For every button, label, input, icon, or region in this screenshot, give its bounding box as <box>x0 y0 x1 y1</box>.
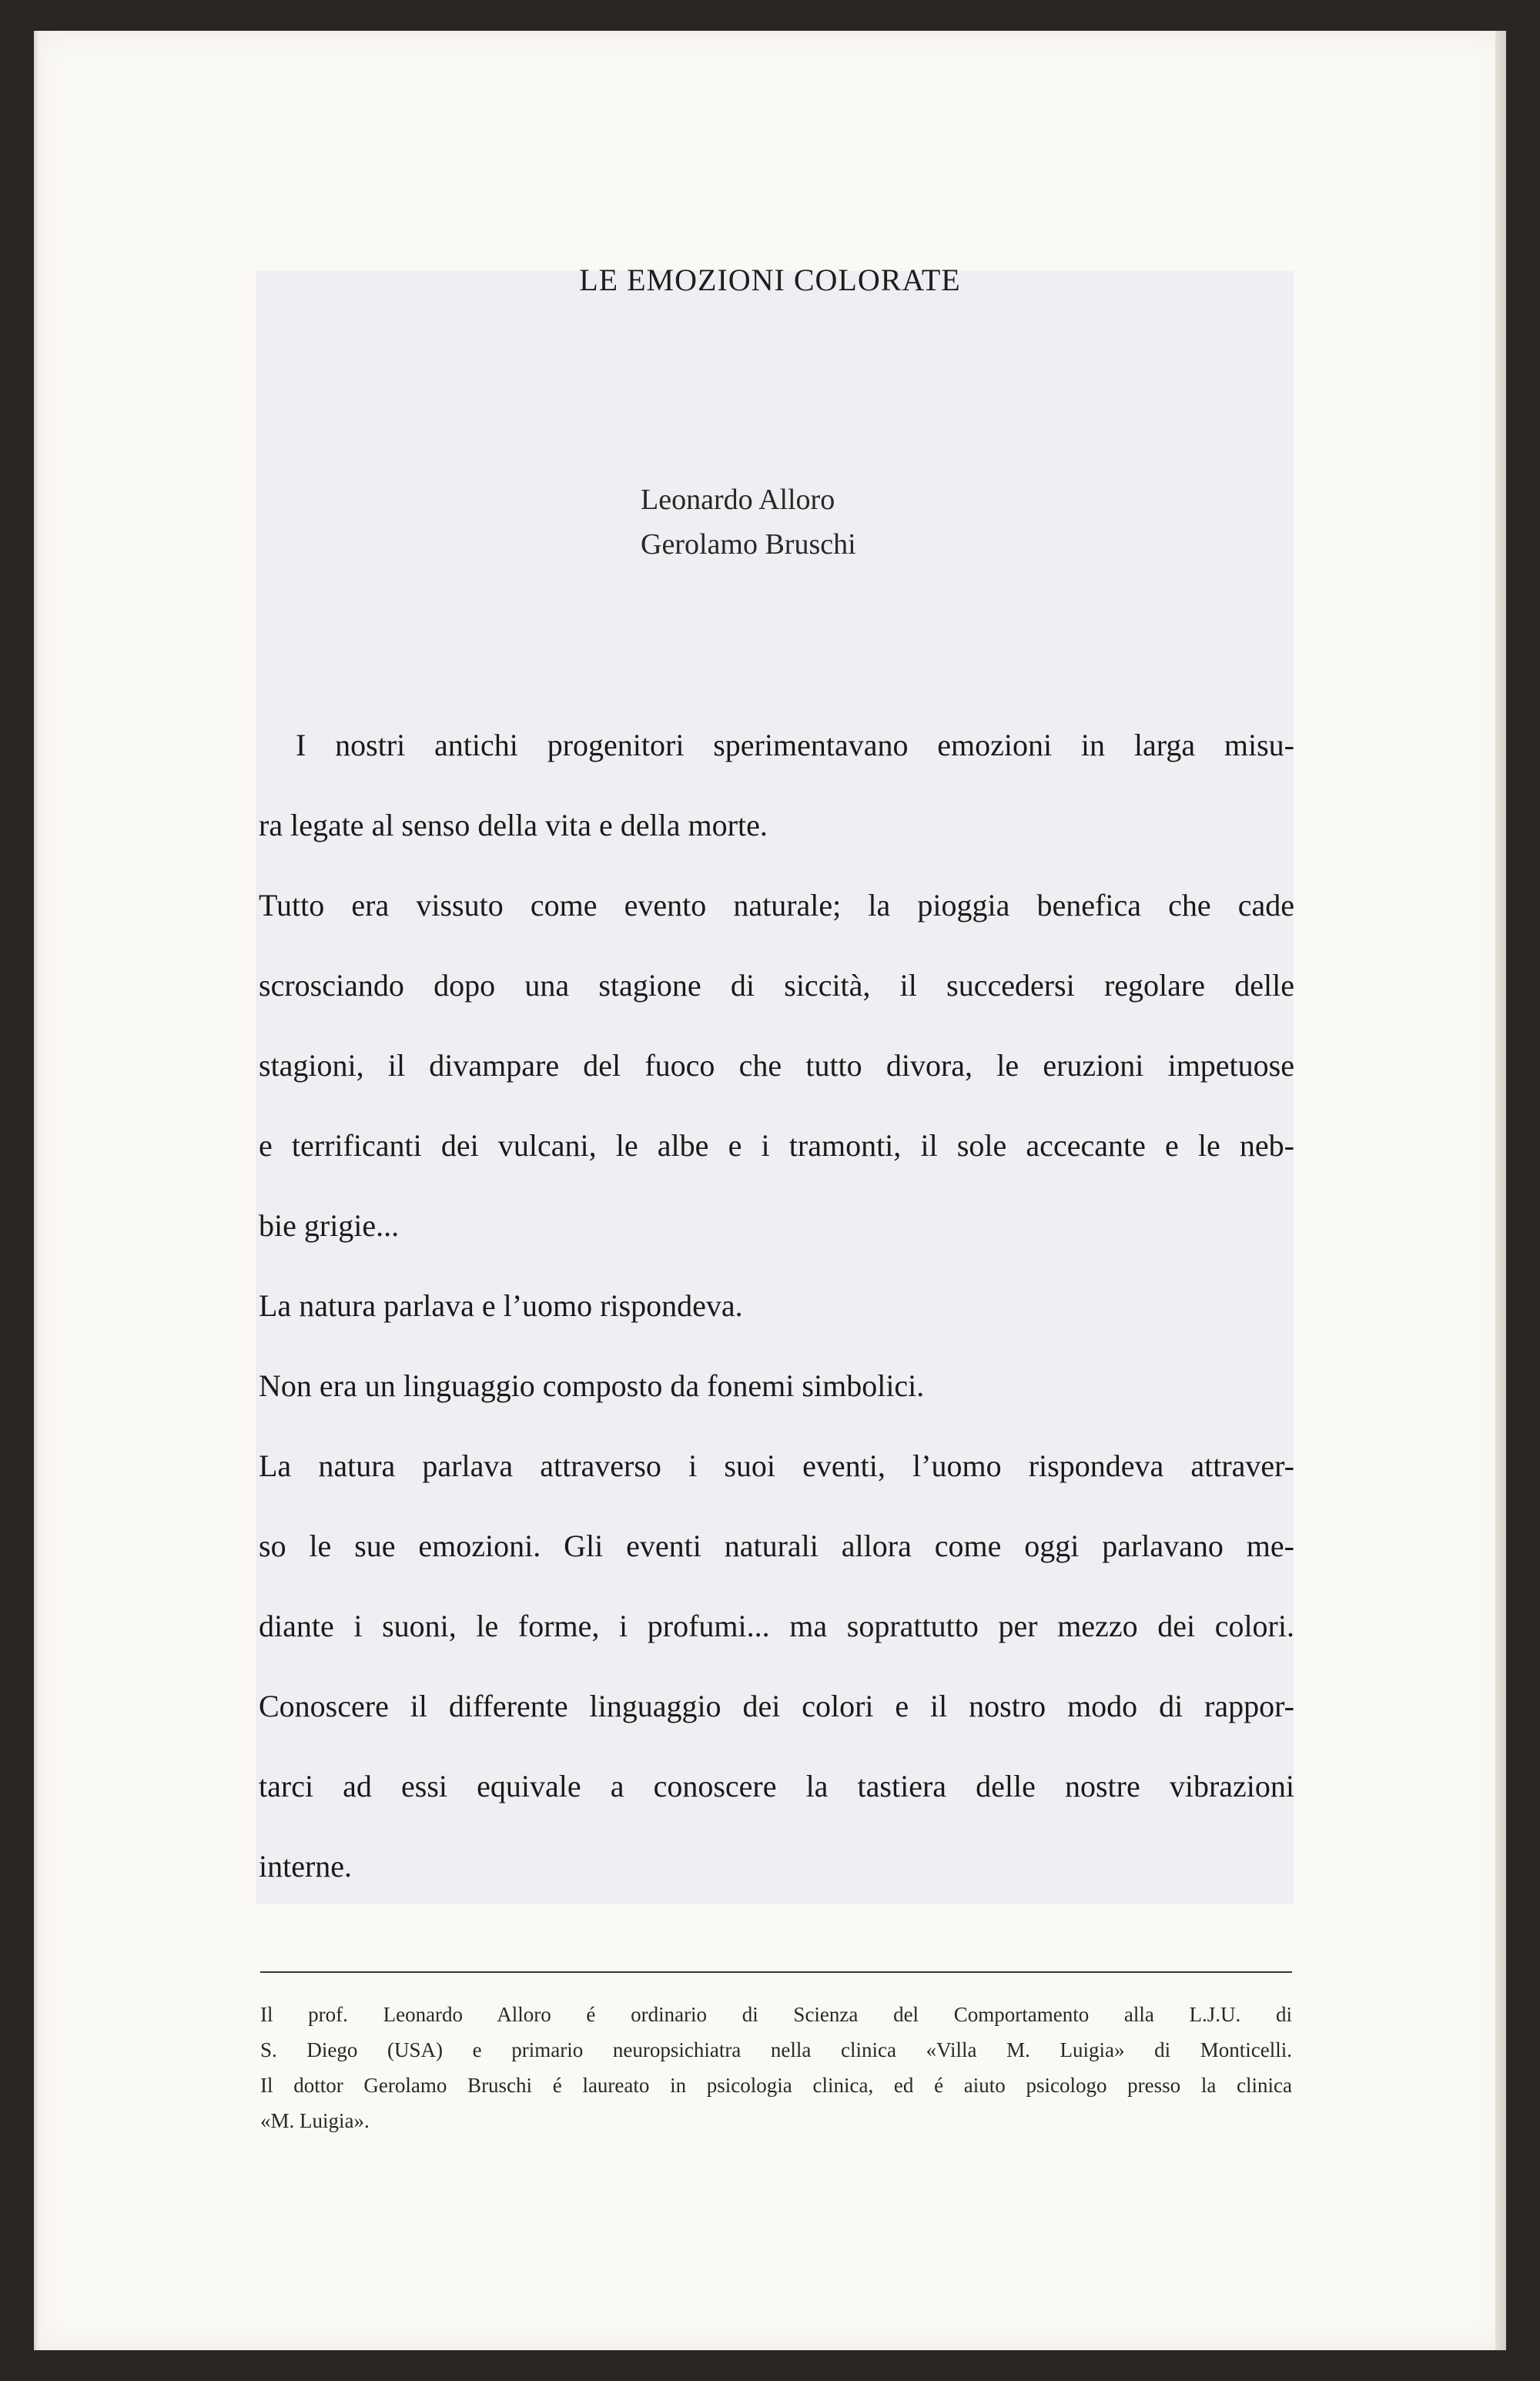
body-line: bie grigie... <box>259 1208 400 1243</box>
scanned-page <box>34 31 1506 2350</box>
body-line: La natura parlava e l’uomo rispondeva. <box>259 1288 743 1323</box>
author-name: Gerolamo Bruschi <box>641 528 856 561</box>
footnote-line: «M. Luigia». <box>260 2109 370 2132</box>
body-line: interne. <box>259 1849 353 1884</box>
body-line: scrosciando dopo una stagione di siccità, il succedersi regolare delle <box>259 968 1294 1003</box>
body-line: e terrificanti dei vulcani, le albe e i tramonti, il sole accecante e le neb- <box>259 1128 1294 1163</box>
author-list <box>641 477 856 567</box>
article-body <box>259 722 1294 1924</box>
footnote-line: Il prof. Leonardo Alloro é ordinario di Scienza del Comportamento alla L.J.U. di <box>260 2003 1292 2026</box>
body-line: tarci ad essi equivale a conoscere la tastiera delle nostre vibrazioni <box>259 1769 1294 1803</box>
body-line: I nostri antichi progenitori sperimentavano emozioni in larga misu- <box>296 728 1294 762</box>
body-line: diante i suoni, le forme, i profumi... ma soprattutto per mezzo dei colori. <box>259 1609 1294 1643</box>
body-line: ra legate al senso della vita e della morte. <box>259 808 768 842</box>
body-line: La natura parlava attraverso i suoi eventi, l’uomo rispondeva attraver- <box>259 1448 1294 1483</box>
body-line: Non era un linguaggio composto da fonemi simbolici. <box>259 1368 925 1403</box>
footnote-separator <box>260 1971 1292 1973</box>
body-line: Tutto era vissuto come evento naturale; la pioggia benefica che cade <box>259 888 1294 923</box>
body-line: so le sue emozioni. Gli eventi naturali allora come oggi parlavano me- <box>259 1529 1294 1563</box>
body-line: stagioni, il divampare del fuoco che tutto divora, le eruzioni impetuose <box>259 1048 1294 1083</box>
article-title: LE EMOZIONI COLORATE <box>579 263 961 297</box>
footnote-line: Il dottor Gerolamo Bruschi é laureato in psicologia clinica, ed é aiuto psicologo presso la clinica <box>260 2074 1292 2097</box>
page-gutter <box>34 31 38 2350</box>
body-line: Conoscere il differente linguaggio dei colori e il nostro modo di rappor- <box>259 1689 1294 1723</box>
author-name: Leonardo Alloro <box>641 484 835 516</box>
footnotes <box>260 1999 1292 2141</box>
footnote-line: S. Diego (USA) e primario neuropsichiatra nella clinica «Villa M. Luigia» di Monticelli. <box>260 2038 1292 2061</box>
page-edge <box>1495 31 1506 2350</box>
